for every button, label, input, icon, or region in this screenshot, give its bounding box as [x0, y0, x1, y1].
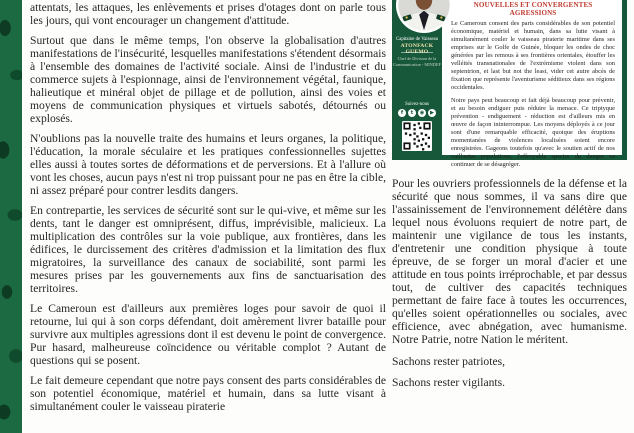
author-info — [392, 0, 442, 160]
article-paragraph: Le fait demeure cependant que notre pays consent des parts considérables de son potentiel économique, matériel et humain, dans sa lutte visant à simultanément couler le vaisseau piraterie — [30, 374, 386, 413]
officer-name: ATONFACK GUEMO — [400, 43, 434, 55]
highlight-box — [441, 0, 623, 168]
follow-us-label: Suivez-nous — [405, 102, 429, 107]
divider — [401, 52, 433, 53]
highlight-box-paragraph: Le Cameroun consent des parts considérables de son potentiel économique, matériel et humain, dans sa lutte visant à simultanément couler le vaisseau piraterie maritime dans ses emprises sur le Golfe de Guinée, bloquer les ondes de choc générées par les remous à ses frontières orientales, étouffer les velléités transnationales de l'extrémisme violent dans son septentrion, et last but not the least, vider cet autre abcès de fixation que représente l'aventurisme séditieux dans ses régions occidentales. — [451, 20, 615, 91]
highlight-box-paragraph: Notre pays peut beaucoup et fait déjà beaucoup pour prévenir, et au besoin endiguer puis réduire la menace. Ce triptyque prévention - endiguement - réduction est d'ailleurs mis en œuvre de façon ininterrompue. Les moyens déployés à ce jour sont d'une remarquable efficacité, quoique des éruptions momentanées de violences localisées soient encore enregistrées. Gageons toutefois qu'avec le soutien actif de nos vaillantes populations, l'effroyable spectre du danger va continuer de se désagréger. — [451, 97, 615, 168]
article-paragraph: Le Cameroun est d'ailleurs aux premières loges pour savoir de quoi il retourne, lui qui à son corps défendant, doit amèrement livrer bataille pour survivre aux multiples agressions dont il est devenu le point de convergence. Pur hasard, malheureuse coïncidence ou véritable complot ? Autant de questions qui se posent. — [30, 302, 386, 367]
officer-photo — [395, 0, 453, 34]
article-paragraph: Pour les ouvriers professionnels de la défense et la sécurité que nous sommes, il va sans dire que l'assainissement de l'environnement délétère dans lequel nous évoluons requiert de notre part, de maintenir une vigilance de tous les instants, d'entretenir une condition physique à toute épreuve, de se forger un moral d'acier et une attitude en tous points irréprochable, et par dessus tout, de cultiver des capacités techniques permettant de faire face à toutes les occurrences, qu'elles soient opérationnelles ou sociales, avec efficience, avec abnégation, avec humanisme. Notre Patrie, notre Nation le méritent. — [392, 177, 627, 346]
officer-rank: Capitaine de Vaisseau — [395, 37, 438, 42]
article-paragraph: N'oublions pas la nouvelle traite des humains et leurs organes, la politique, l'éducation, la morale séculaire et les pratiques confessionnelles sujettes elles aussi à toutes sortes de déformations et de perversions. Et à l'allure où vont les choses, aucun pays n'est ni trop puissant pour ne pas en être la cible, ni assez préparé pour contrer lesdits dangers. — [30, 132, 386, 197]
article-paragraph: attentats, les attaques, les enlèvements et prises d'otages dont on parle tous les jours, qui vont encourager un changement d'attitude. — [30, 1, 386, 27]
youtube-icon: ▶ — [430, 110, 434, 116]
qr-code-icon — [402, 121, 432, 151]
article-right-column — [392, 0, 627, 397]
officer-role-line: Chef de Division de la — [397, 56, 437, 61]
article-left-column — [30, 1, 386, 420]
article-paragraph: En contrepartie, les services de sécurité sont sur le qui-vive, et même sur les dents, tant le danger est omniprésent, diffus, imprévisible, malicieux. La multiplication des contrôles sur la voie publique, aux frontières, dans les édifices, le durcissement des critères d'admission et la limitation des flux migratoires, la surveillance des canaux de sociabilité, sont parmi les mesures prises par les gouvernements aux fins de sanctuarisation des territoires. — [30, 204, 386, 295]
author-panel — [392, 0, 627, 168]
highlight-box-title: NOUVELLES ET CONVERGENTES AGRESSIONS — [473, 1, 593, 17]
closing-line: Sachons rester patriotes, — [392, 355, 506, 368]
facebook-icon: f — [398, 109, 406, 117]
closing-line: Sachons rester vigilants. — [392, 376, 506, 389]
instagram-icon: ◉ — [419, 110, 425, 116]
twitter-icon: t — [408, 109, 416, 117]
social-icons-row — [392, 109, 442, 117]
officer-role-line: Communication - MINDEF — [393, 61, 441, 67]
article-paragraph: Surtout que dans le même temps, l'on observe la globalisation d'autres manifestations de l'insécurité, lesquelles manifestations s'étendent désormais à l'ensemble des domaines de l'activité sociale. Ainsi de l'industrie et du commerce sujets à l'espionnage, ainsi de l'environnement végétal, faunique, halieutique et minéral objet de pillage et de pollution, ainsi des voies et moyens de communication physiques et virtuels sabotés, détournés ou explosés. — [30, 34, 386, 125]
left-texture-strip — [0, 0, 22, 433]
